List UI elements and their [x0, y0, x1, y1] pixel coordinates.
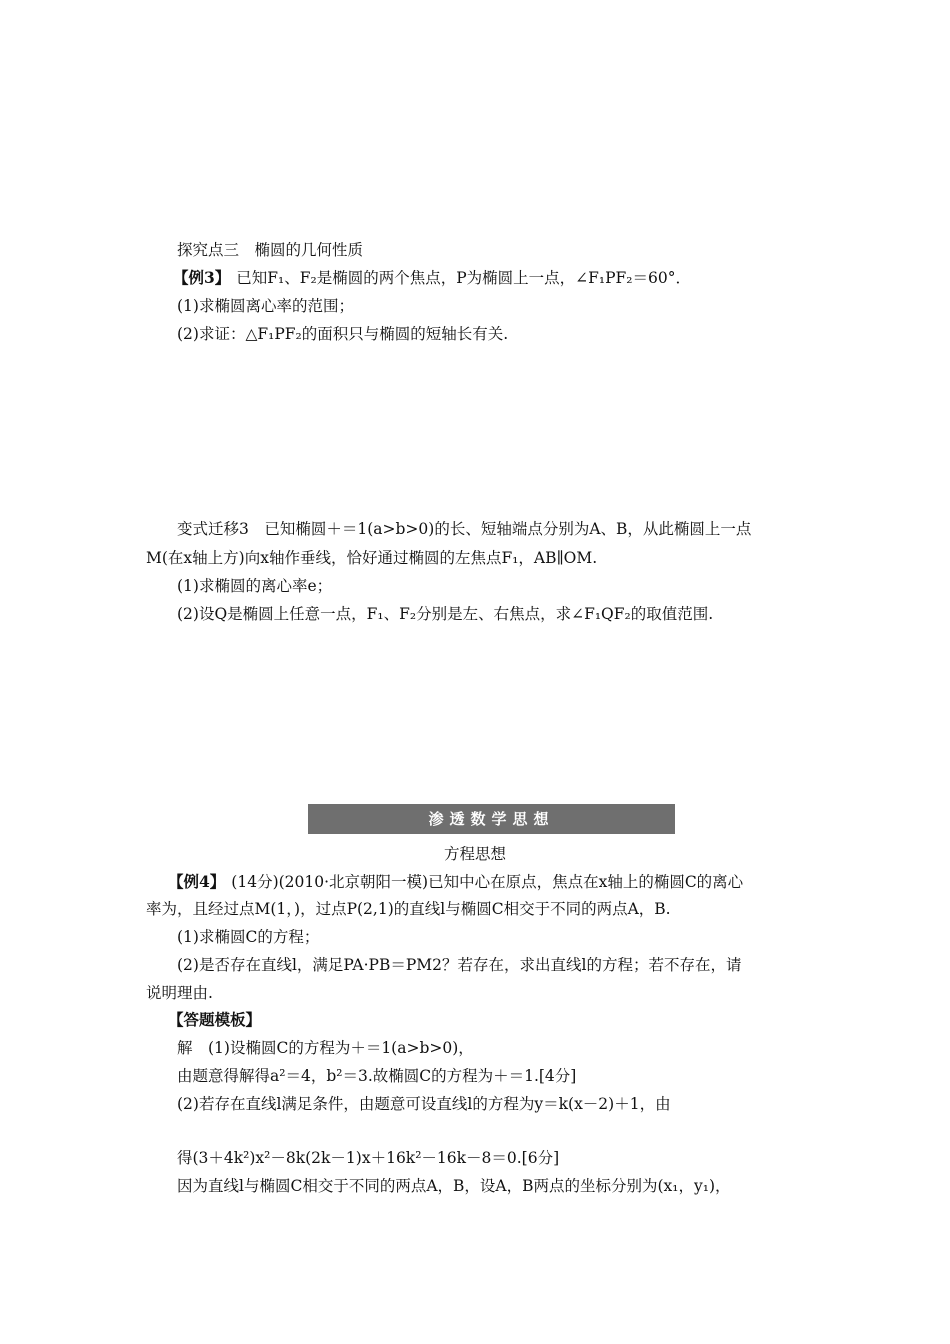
section-banner: 渗透数学思想 [308, 804, 675, 834]
example-3 [173, 268, 691, 288]
example-4-tag: 【例4】 [168, 872, 226, 891]
variant-3-line-1: 变式迁移3 已知椭圆＋＝1(a>b>0)的长、短轴端点分别为A、B，从此椭圆上一点 [177, 520, 752, 538]
solution-line-1: 解 (1)设椭圆C的方程为＋＝1(a>b>0)， [177, 1039, 474, 1057]
section-subtitle: 方程思想 [443, 845, 506, 863]
variant-3-line-2: M(在x轴上方)向x轴作垂线，恰好通过椭圆的左焦点F₁，AB∥OM. [146, 549, 598, 567]
example-4-question-2b: 说明理由. [146, 984, 213, 1002]
solution-line-4: 得(3＋4k²)x²－8k(2k－1)x＋16k²－16k－8＝0.[6分] [177, 1149, 560, 1167]
example-3-question-2: (2)求证：△F₁PF₂的面积只与椭圆的短轴长有关. [177, 325, 509, 343]
example-3-tag: 【例3】 [173, 268, 231, 287]
variant-3-question-1: (1)求椭圆的离心率e； [177, 577, 333, 595]
answer-template-label: 【答题模板】 [168, 1010, 262, 1029]
solution-line-5: 因为直线l与椭圆C相交于不同的两点A，B，设A，B两点的坐标分别为(x₁，y₁)， [177, 1177, 731, 1195]
solution-line-3: (2)若存在直线l满足条件，由题意可设直线l的方程为y＝k(x－2)＋1，由 [177, 1095, 671, 1113]
example-4-line-2: 率为，且经过点M(1，)，过点P(2,1)的直线l与椭圆C相交于不同的两点A，B. [146, 900, 671, 918]
example-4-line-1 [168, 872, 743, 892]
example-4-text: (14分)(2010·北京朝阳一模)已知中心在原点，焦点在x轴上的椭圆C的离心 [231, 873, 744, 891]
variant-3-question-2: (2)设Q是椭圆上任意一点，F₁、F₂分别是左、右焦点，求∠F₁QF₂的取值范围. [177, 605, 714, 623]
example-3-text: 已知F₁、F₂是椭圆的两个焦点，P为椭圆上一点，∠F₁PF₂＝60°． [236, 269, 691, 287]
example-4-question-1: (1)求椭圆C的方程； [177, 928, 320, 946]
solution-line-2: 由题意得解得a²＝4，b²＝3.故椭圆C的方程为＋＝1.[4分] [177, 1067, 577, 1085]
example-4-question-2a: (2)是否存在直线l，满足PA·PB＝PM2？若存在，求出直线l的方程；若不存在，请 [177, 956, 742, 974]
section-heading: 探究点三 椭圆的几何性质 [177, 241, 364, 259]
example-3-question-1: (1)求椭圆离心率的范围； [177, 297, 354, 315]
